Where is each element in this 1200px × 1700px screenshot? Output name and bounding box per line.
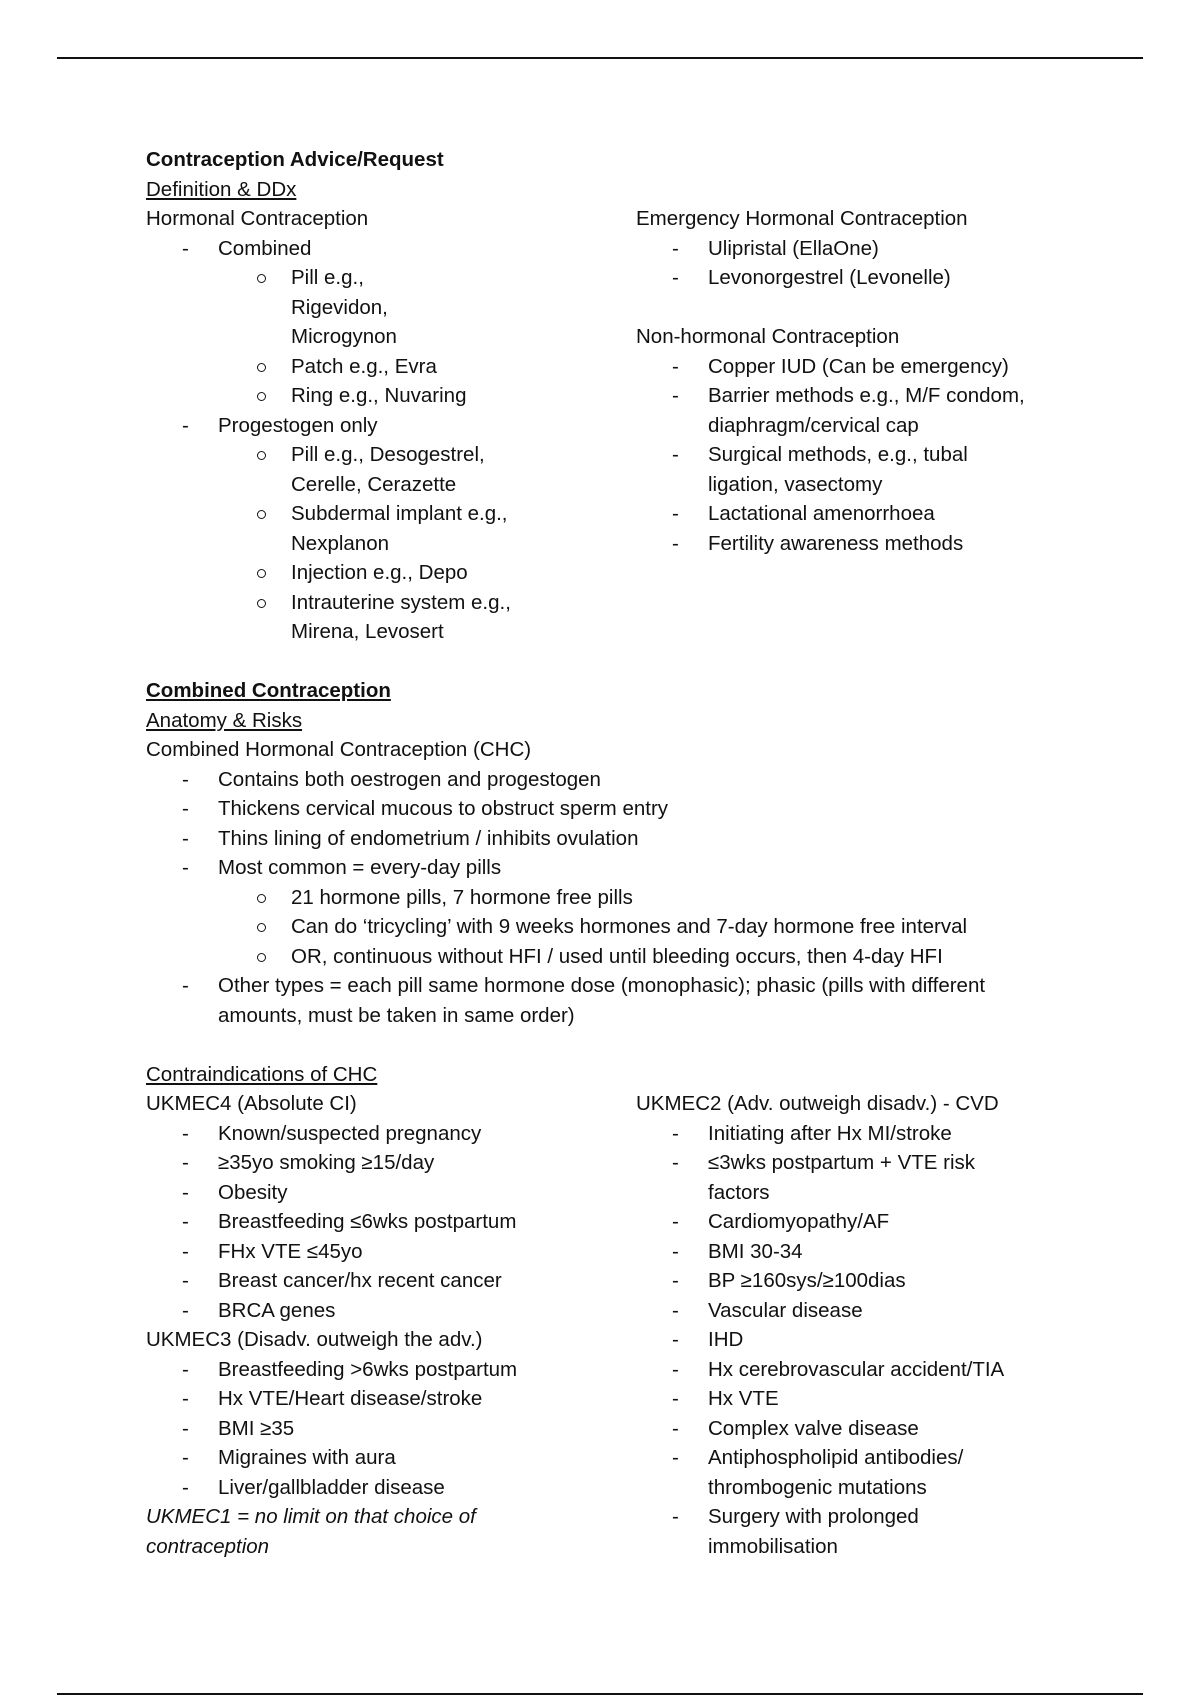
list-item: - Hx VTE	[636, 1384, 1086, 1414]
list-item: - ≤3wks postpartum + VTE risk factors	[636, 1148, 1008, 1207]
sublist-item: 21 hormone pills, 7 hormone free pills	[146, 883, 1086, 913]
list-item: - ≥35yo smoking ≥15/day	[146, 1148, 636, 1178]
sublist-item: Patch e.g., Evra	[146, 352, 636, 382]
ukmec3-list	[146, 1355, 636, 1503]
list-item: - Known/suspected pregnancy	[146, 1119, 636, 1149]
list-item: - Complex valve disease	[636, 1414, 1086, 1444]
nonhormonal-heading: Non-hormonal Contraception	[636, 325, 900, 348]
list-item: - BMI ≥35	[146, 1414, 636, 1444]
list-item: - Contains both oestrogen and progestogen	[146, 765, 1086, 795]
subheading-anatomy: Anatomy & Risks	[146, 708, 303, 732]
list-item: - Vascular disease	[636, 1296, 1086, 1326]
list-item: - Breast cancer/hx recent cancer	[146, 1266, 636, 1296]
group-label-progestogen: Progestogen only	[218, 413, 378, 437]
sublist-item: Can do ‘tricycling’ with 9 weeks hormones and 7-day hormone free interval	[146, 912, 1086, 942]
emergency-list	[636, 234, 1086, 293]
list-item: - Thins lining of endometrium / inhibits ovulation	[146, 824, 1086, 854]
footer-rule	[57, 1693, 1143, 1695]
subheading-definition: Definition & DDx	[146, 177, 297, 201]
sublist-item: Subdermal implant e.g., Nexplanon	[146, 499, 526, 558]
pill-item-label: Most common = every-day pills	[218, 856, 502, 879]
list-item: - Liver/gallbladder disease	[146, 1473, 636, 1503]
list-item	[146, 853, 1086, 971]
header-rule	[57, 57, 1143, 59]
list-item: - Lactational amenorrhoea	[636, 499, 1086, 529]
list-item: - BP ≥160sys/≥100dias	[636, 1266, 1086, 1296]
list-item: - Cardiomyopathy/AF	[636, 1207, 1086, 1237]
ukmec-columns	[146, 1089, 1086, 1561]
sublist-item: Pill e.g., Desogestrel, Cerelle, Cerazette	[146, 440, 491, 499]
ukmec2-list	[636, 1119, 1086, 1562]
hormonal-list	[146, 234, 636, 647]
list-item: - IHD	[636, 1325, 1086, 1355]
list-item: - Fertility awareness methods	[636, 529, 1086, 559]
list-item: - Levonorgestrel (Levonelle)	[636, 263, 1086, 293]
list-item: - Migraines with aura	[146, 1443, 636, 1473]
ukmec-right-column	[636, 1089, 1086, 1561]
document-body	[146, 145, 1086, 1561]
list-item: - BMI 30-34	[636, 1237, 1086, 1267]
sublist-item: OR, continuous without HFI / used until bleeding occurs, then 4-day HFI	[146, 942, 1086, 972]
sublist-item: Ring e.g., Nuvaring	[146, 381, 636, 411]
list-item: - BRCA genes	[146, 1296, 636, 1326]
section-title-contraception: Contraception Advice/Request	[146, 148, 444, 171]
section-title-combined: Combined Contraception	[146, 679, 391, 702]
list-item: - Thickens cervical mucous to obstruct sperm entry	[146, 794, 1086, 824]
list-item: - Initiating after Hx MI/stroke	[636, 1119, 1086, 1149]
ukmec4-heading: UKMEC4 (Absolute CI)	[146, 1092, 357, 1115]
list-item	[146, 234, 636, 411]
list-item: - Breastfeeding >6wks postpartum	[146, 1355, 636, 1385]
progestogen-sublist	[218, 440, 636, 647]
list-item: - Surgical methods, e.g., tubal ligation, vasectomy	[636, 440, 1008, 499]
ukmec4-list	[146, 1119, 636, 1326]
list-item: - Other types = each pill same hormone dose (monophasic); phasic (pills with different amounts, must be taken in same order)	[146, 971, 1048, 1030]
sublist-item: Injection e.g., Depo	[146, 558, 636, 588]
list-item: - Surgery with prolonged immobilisation	[636, 1502, 968, 1561]
list-item: - Copper IUD (Can be emergency)	[636, 352, 1086, 382]
emergency-heading: Emergency Hormonal Contraception	[636, 207, 968, 230]
list-item: - Breastfeeding ≤6wks postpartum	[146, 1207, 636, 1237]
hormonal-column	[146, 204, 636, 647]
list-item: - Ulipristal (EllaOne)	[636, 234, 1086, 264]
hormonal-heading: Hormonal Contraception	[146, 207, 369, 230]
group-label-combined: Combined	[218, 236, 312, 260]
chc-heading: Combined Hormonal Contraception (CHC)	[146, 738, 532, 761]
list-item: - Hx VTE/Heart disease/stroke	[146, 1384, 636, 1414]
subheading-contraindications: Contraindications of CHC	[146, 1062, 378, 1086]
sublist-item: Pill e.g., Rigevidon, Microgynon	[146, 263, 466, 352]
ukmec-left-column	[146, 1089, 636, 1561]
list-item: - Antiphospholipid antibodies/ thrombogenic mutations	[636, 1443, 1008, 1502]
pill-sublist	[218, 883, 1086, 972]
list-item: - Obesity	[146, 1178, 636, 1208]
ukmec1-note: UKMEC1 = no limit on that choice of contraception	[146, 1505, 476, 1558]
nonhormonal-list	[636, 352, 1086, 559]
other-methods-column	[636, 204, 1086, 647]
ukmec2-heading: UKMEC2 (Adv. outweigh disadv.) - CVD	[636, 1092, 999, 1115]
list-item: - FHx VTE ≤45yo	[146, 1237, 636, 1267]
ukmec3-heading: UKMEC3 (Disadv. outweigh the adv.)	[146, 1328, 483, 1351]
sublist-item: Intrauterine system e.g., Mirena, Levosert	[146, 588, 531, 647]
list-item: - Barrier methods e.g., M/F condom, diaphragm/cervical cap	[636, 381, 1053, 440]
list-item	[146, 411, 636, 647]
combined-sublist	[218, 263, 636, 411]
list-item: - Hx cerebrovascular accident/TIA	[636, 1355, 1086, 1385]
methods-columns	[146, 204, 1086, 647]
chc-list	[146, 765, 1086, 1031]
